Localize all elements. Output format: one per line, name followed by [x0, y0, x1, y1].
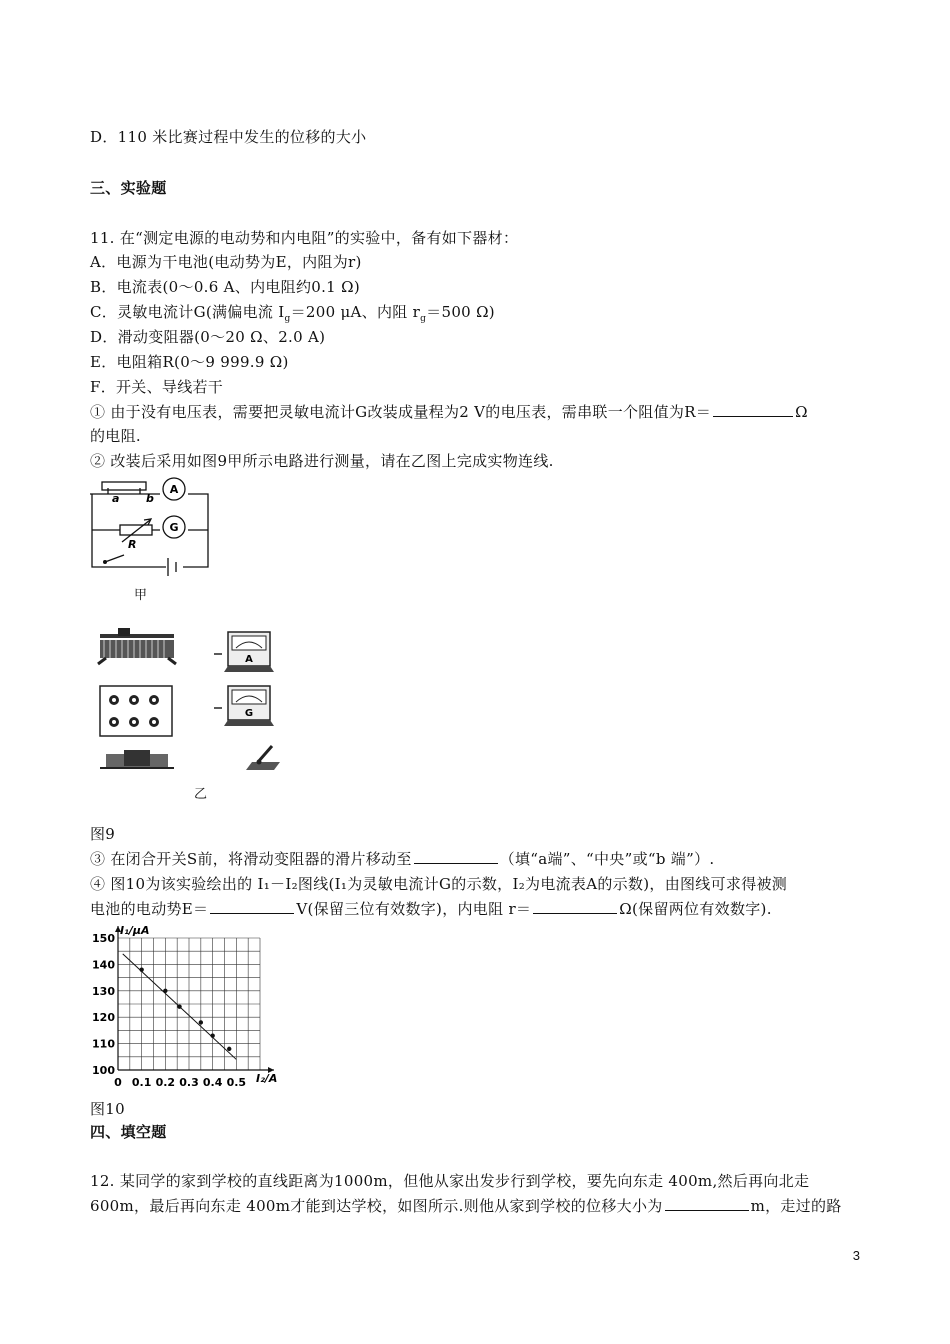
- x-tick-label: 0.2: [155, 1076, 176, 1089]
- page-number: 3: [852, 1248, 860, 1263]
- label-a: a: [112, 492, 120, 505]
- q11-option-e: E．电阻箱R(0～9 999.9 Ω): [90, 353, 289, 371]
- graph-x-axis-label: I₂/A: [256, 1072, 278, 1085]
- battery-symbol: [168, 558, 176, 576]
- q11-part4-mid: V(保留三位有效数字)，内电阻 r＝: [296, 900, 532, 918]
- label-r: R: [128, 538, 137, 551]
- section-heading-fill-in: 四、填空题: [90, 1123, 167, 1141]
- data-point: [139, 967, 143, 971]
- graph-axes: [115, 926, 274, 1073]
- q11-option-b: B．电流表(0～0.6 A、内电阻约0.1 Ω): [90, 278, 360, 296]
- q11-part3: [90, 848, 714, 870]
- x-tick-label: 0.3: [179, 1076, 199, 1089]
- data-point: [210, 1033, 214, 1037]
- q11-option-f: F．开关、导线若干: [90, 378, 224, 396]
- figure-10-label: 图10: [90, 1100, 125, 1118]
- data-point: [199, 1020, 203, 1024]
- switch-symbol: [105, 555, 124, 562]
- label-galvanometer: G: [169, 521, 179, 534]
- resistance-box: [120, 525, 152, 535]
- label-ammeter: A: [169, 483, 179, 496]
- q11-part1-text: ① 由于没有电压表，需要把灵敏电流计G改装成量程为2 V的电压表，需串联一个阻值为R＝: [90, 403, 712, 421]
- q12-text: 600m，最后再向东走 400m才能到达学校，如图所示.则他从家到学校的位移大小为: [90, 1197, 663, 1215]
- circuit-caption: 甲: [134, 588, 148, 603]
- q11-part1: [90, 401, 808, 423]
- q11-part2: ② 改装后采用如图9甲所示电路进行测量，请在乙图上完成实物连线.: [90, 452, 554, 470]
- ammeter-icon: [214, 632, 274, 672]
- data-point: [227, 1047, 231, 1051]
- answer-blank-emf[interactable]: [210, 899, 294, 914]
- option-d: D．110 米比赛过程中发生的位移的大小: [90, 128, 367, 146]
- y-tick-label: 110: [92, 1037, 115, 1051]
- rheostat-icon: [98, 628, 176, 664]
- q11-option-d: D．滑动变阻器(0～20 Ω、2.0 A): [90, 328, 326, 346]
- y-tick-label: 140: [92, 958, 115, 972]
- q11-part1-unit: Ω: [795, 403, 808, 421]
- q11-part4-line2: [90, 898, 772, 920]
- q11-c-sub2: g: [420, 314, 427, 324]
- q11-part3-text: ③ 在闭合开关S前，将滑动变阻器的滑片移动至: [90, 850, 412, 868]
- galvanometer-icon: [214, 686, 274, 726]
- q12-line2: [90, 1195, 842, 1217]
- resistance-box-icon: [100, 686, 172, 736]
- y-tick-label: 120: [92, 1011, 115, 1025]
- answer-blank-r[interactable]: [713, 402, 793, 417]
- data-point: [177, 1004, 181, 1008]
- q11-c-mid: ＝200 μA、内阻 r: [290, 303, 421, 321]
- answer-blank-internal-resistance[interactable]: [533, 899, 617, 914]
- q11-part1-tail: 的电阻.: [90, 427, 141, 445]
- i1-i2-graph: [88, 922, 288, 1097]
- x-tick-label: 0.4: [202, 1076, 223, 1089]
- battery-icon: [100, 750, 174, 768]
- x-tick-label: 0: [114, 1076, 122, 1089]
- section-heading-experiment: 三、实验题: [90, 179, 167, 197]
- q11-part4-line1: ④ 图10为该实验绘出的 I₁－I₂图线(I₁为灵敏电流计G的示数，I₂为电流表A的示数)，由图线可求得被测: [90, 875, 788, 893]
- graph-grid: [118, 938, 260, 1070]
- circuit-diagram: [88, 472, 218, 602]
- y-tick-label: 130: [92, 984, 115, 998]
- switch-icon: [246, 746, 280, 770]
- graph-tick-labels: [92, 932, 246, 1089]
- q11-c-post: ＝500 Ω): [426, 303, 495, 321]
- q11-c-pre: C．灵敏电流计G(满偏电流 I: [90, 303, 285, 321]
- y-tick-label: 150: [92, 932, 115, 945]
- label-b: b: [146, 492, 154, 505]
- figure-9-label: 图9: [90, 825, 116, 843]
- x-tick-label: 0.5: [226, 1076, 247, 1089]
- answer-blank-displacement[interactable]: [665, 1196, 749, 1211]
- q11-part3-tail: （填“a端”、“中央”或“b 端”）.: [499, 850, 715, 868]
- q11-part4-text: 电池的电动势E＝: [90, 900, 209, 918]
- apparatus-drawing: [96, 624, 296, 774]
- q11-c-sub1: g: [284, 314, 291, 324]
- apparatus-caption: 乙: [194, 787, 208, 802]
- answer-blank-position[interactable]: [414, 849, 498, 864]
- y-tick-label: 100: [92, 1064, 115, 1077]
- q11-option-a: A．电源为干电池(电动势为E，内阻为r): [90, 253, 362, 271]
- q12-tail: m，走过的路: [750, 1197, 842, 1215]
- data-point: [163, 989, 167, 993]
- q11-stem: 11. 在“测定电源的电动势和内电阻”的实验中，备有如下器材：: [90, 229, 519, 247]
- graph-y-axis-label: I₁/μA: [120, 924, 150, 937]
- galvanometer-icon-label: G: [244, 708, 254, 719]
- q11-part4-tail: Ω(保留两位有效数字).: [619, 900, 772, 918]
- ammeter-icon-label: A: [245, 654, 253, 665]
- x-tick-label: 0.1: [131, 1076, 152, 1089]
- q12-line1: 12. 某同学的家到学校的直线距离为1000m，但他从家出发步行到学校，要先向东走 400m,然后再向北走: [90, 1172, 810, 1190]
